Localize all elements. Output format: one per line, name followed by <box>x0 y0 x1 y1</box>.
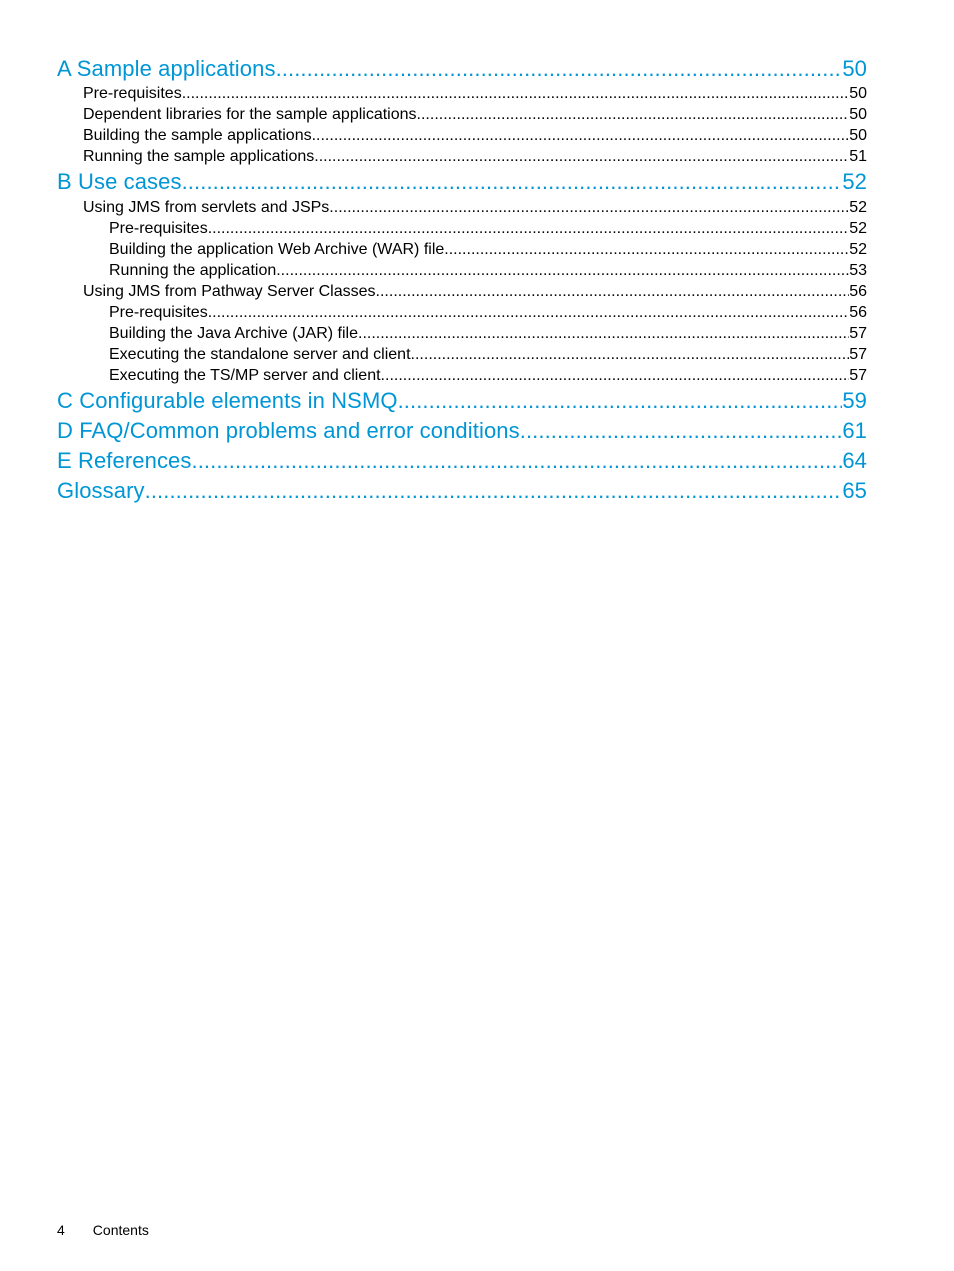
toc-dot-leader <box>182 83 850 104</box>
table-of-contents <box>57 55 867 506</box>
toc-entry-page-number: 57 <box>849 346 867 363</box>
toc-entry-title: Pre-requisites <box>109 304 208 321</box>
toc-entry-title: C Configurable elements in NSMQ <box>57 388 398 413</box>
toc-entry[interactable] <box>57 125 867 146</box>
footer-page-number: 4 <box>57 1222 65 1238</box>
toc-dot-leader <box>329 197 849 218</box>
toc-entry-title: D FAQ/Common problems and error conditions <box>57 418 520 443</box>
toc-dot-leader <box>444 239 849 260</box>
toc-entry-title: Building the application Web Archive (WAR) file <box>109 241 445 258</box>
toc-entry[interactable] <box>57 239 867 260</box>
toc-entry[interactable] <box>57 344 867 365</box>
toc-dot-leader <box>312 125 850 146</box>
toc-entry-page-number: 50 <box>849 106 867 123</box>
page-footer <box>57 1222 149 1238</box>
toc-entry-title: Glossary <box>57 478 145 503</box>
toc-dot-leader <box>520 416 843 446</box>
toc-entry-title: Pre-requisites <box>109 220 208 237</box>
toc-entry-page-number: 53 <box>849 262 867 279</box>
toc-entry[interactable] <box>57 167 867 197</box>
toc-entry[interactable] <box>57 197 867 218</box>
toc-dot-leader <box>276 55 843 83</box>
toc-entry-page-number: 52 <box>849 220 867 237</box>
toc-dot-leader <box>276 260 849 281</box>
toc-dot-leader <box>376 281 850 302</box>
toc-entry-title: Executing the TS/MP server and client <box>109 367 381 384</box>
toc-dot-leader <box>411 344 850 365</box>
toc-entry[interactable] <box>57 476 867 506</box>
toc-entry-title: E References <box>57 448 192 473</box>
toc-entry-page-number: 57 <box>849 325 867 342</box>
toc-dot-leader <box>192 446 843 476</box>
toc-entry[interactable] <box>57 446 867 476</box>
toc-dot-leader <box>314 146 849 167</box>
toc-entry[interactable] <box>57 218 867 239</box>
toc-entry[interactable] <box>57 260 867 281</box>
toc-entry-title: Executing the standalone server and client <box>109 346 411 363</box>
toc-dot-leader <box>208 302 850 323</box>
toc-entry[interactable] <box>57 146 867 167</box>
toc-entry-page-number: 56 <box>849 283 867 300</box>
footer-section-title: Contents <box>92 1222 149 1238</box>
toc-entry-title: Pre-requisites <box>83 85 182 102</box>
toc-entry-title: Dependent libraries for the sample applications <box>83 106 417 123</box>
toc-entry[interactable] <box>57 55 867 83</box>
toc-entry[interactable] <box>57 416 867 446</box>
toc-entry-title: Running the sample applications <box>83 148 315 165</box>
toc-entry-page-number: 64 <box>842 448 867 473</box>
toc-dot-leader <box>208 218 850 239</box>
toc-entry-title: Building the Java Archive (JAR) file <box>109 325 358 342</box>
toc-entry-page-number: 61 <box>842 418 867 443</box>
toc-entry-page-number: 50 <box>842 56 867 81</box>
toc-entry[interactable] <box>57 83 867 104</box>
toc-entry-title: B Use cases <box>57 169 182 194</box>
toc-entry[interactable] <box>57 386 867 416</box>
toc-entry[interactable] <box>57 281 867 302</box>
toc-entry-title: Building the sample applications <box>83 127 312 144</box>
toc-entry-page-number: 57 <box>849 367 867 384</box>
toc-entry[interactable] <box>57 302 867 323</box>
toc-entry-page-number: 52 <box>842 169 867 194</box>
toc-entry-page-number: 65 <box>842 478 867 503</box>
toc-dot-leader <box>417 104 850 125</box>
toc-entry-page-number: 50 <box>849 85 867 102</box>
toc-entry-title: Running the application <box>109 262 277 279</box>
toc-entry[interactable] <box>57 104 867 125</box>
toc-entry-title: Using JMS from servlets and JSPs <box>83 199 330 216</box>
toc-entry-title: Using JMS from Pathway Server Classes <box>83 283 376 300</box>
toc-entry-page-number: 56 <box>849 304 867 321</box>
toc-entry[interactable] <box>57 365 867 386</box>
toc-entry[interactable] <box>57 323 867 344</box>
toc-dot-leader <box>381 365 850 386</box>
toc-dot-leader <box>398 386 843 416</box>
toc-dot-leader <box>182 167 843 197</box>
toc-dot-leader <box>358 323 849 344</box>
toc-dot-leader <box>145 476 843 506</box>
toc-entry-page-number: 52 <box>849 241 867 258</box>
toc-entry-title: A Sample applications <box>57 56 276 81</box>
toc-entry-page-number: 59 <box>842 388 867 413</box>
toc-entry-page-number: 52 <box>849 199 867 216</box>
toc-entry-page-number: 51 <box>849 148 867 165</box>
toc-entry-page-number: 50 <box>849 127 867 144</box>
